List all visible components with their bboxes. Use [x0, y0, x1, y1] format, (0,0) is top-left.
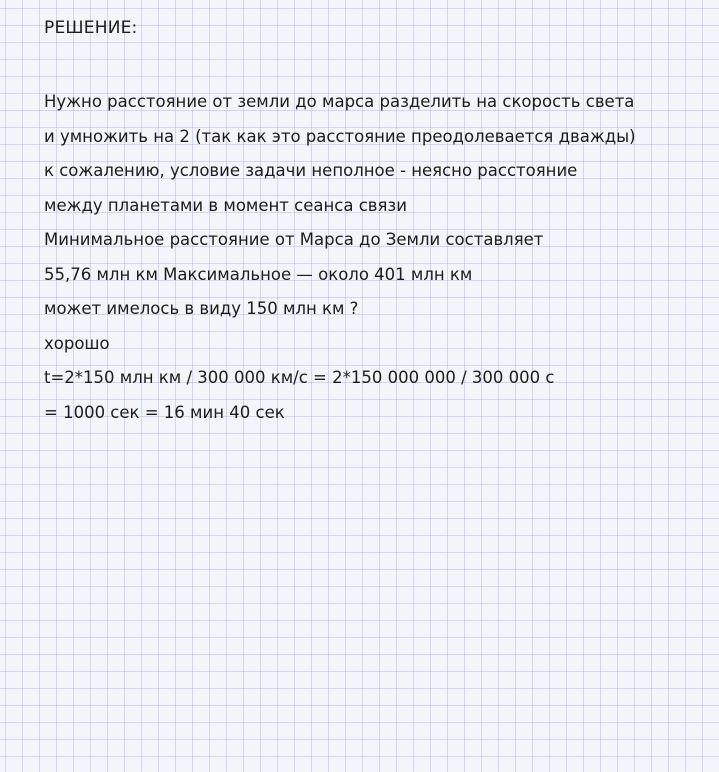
solution-heading: РЕШЕНИЕ: — [44, 18, 138, 38]
text-line: Минимальное расстояние от Марса до Земли составляет — [44, 230, 544, 249]
solution-text — [44, 85, 704, 430]
text-line: может имелось в виду 150 млн км ? — [44, 299, 359, 318]
text-line: и умножить на 2 (так как это расстояние преодолевается дважды) — [44, 126, 636, 146]
text-line: 55,76 млн км Максимальное — около 401 млн км — [44, 264, 473, 284]
formula-line: t=2*150 млн км / 300 000 км/с = 2*150 000 000 / 300 000 с — [44, 368, 555, 387]
text-line: Нужно расстояние от земли до марса разделить на скорость света — [44, 92, 635, 111]
text-line: между планетами в момент сеанса связи — [44, 195, 407, 215]
text-line: хорошо — [44, 333, 110, 353]
text-line: к сожалению, условие задачи неполное - неясно расстояние — [44, 161, 578, 180]
result-line: = 1000 сек = 16 мин 40 сек — [44, 402, 285, 422]
